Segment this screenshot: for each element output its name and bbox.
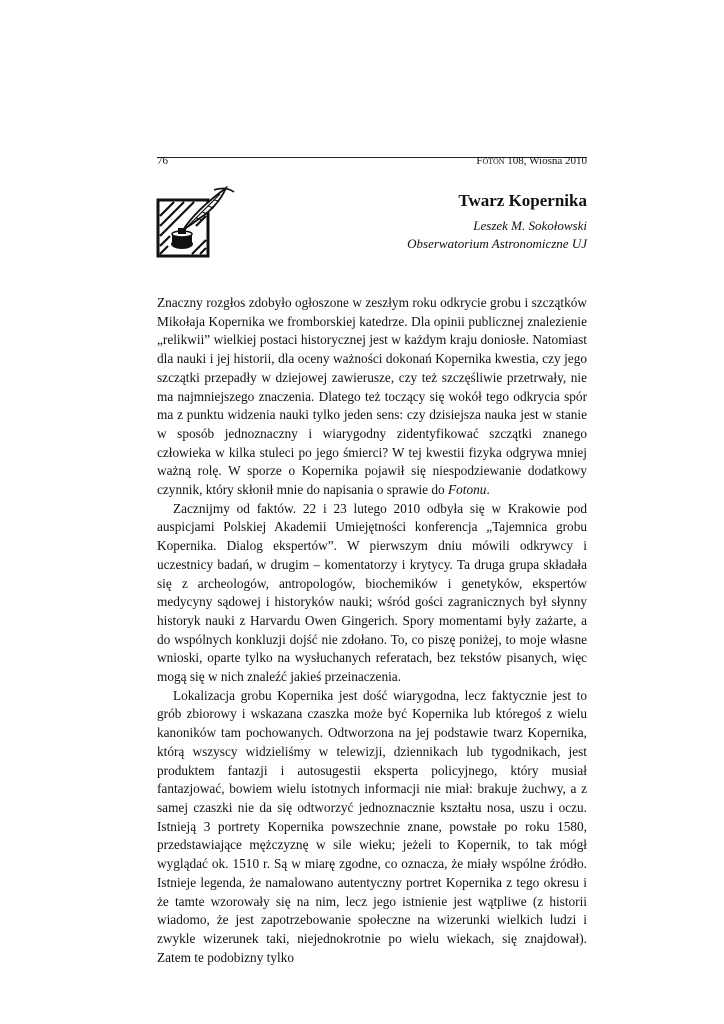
paragraph-1-text: Znaczny rozgłos zdobyło ogłoszone w zeszłym roku odkrycie grobu i szczątków Mikołaja Kopernika we fromborskiej katedrze. Dla opinii publicznej znalezienie „relikwii” wielkiej postaci historycznej jest w każdym kraju doniosłe. Natomiast dla nauki i jej historii, dla oceny ważności dokonań Kopernika kwestia, czy jego szczątki przepadły w dziejowej zawierusze, czy też szczęśliwie przetrwały, nie ma najmniejszego znaczenia. Dlatego też toczący się wokół tego odkrycia spór ma z punktu widzenia nauki tylko jeden sens: czy dzisiejsza nauka jest w stanie w sposób jednoznaczny i wiarygodny zidentyfikować szczątki znanego człowieka w kilka stuleci po jego śmierci? W tej kwestii fizyka odgrywa mniej ważną rolę. W sporze o Kopernika pojawił się niespodziewanie dodatkowy czynnik, który skłonił mnie do napisania o sprawie do (157, 295, 587, 498)
journal-name: Foton (476, 155, 505, 167)
article-affiliation: Obserwatorium Astronomiczne UJ (407, 236, 587, 251)
journal-reference: Fotonu (448, 482, 487, 498)
paragraph-1 (157, 294, 587, 500)
article-body (157, 294, 587, 967)
journal-info (476, 155, 587, 168)
paragraph-1-end: . (486, 482, 490, 498)
page-number: 76 (157, 155, 168, 167)
paragraph-3: Lokalizacja grobu Kopernika jest dość wiarygodna, lecz faktycznie jest to grób zbiorowy i wskazana czaszka może być Kopernika lub któregoś z wielu kanoników tam pochowanych. Odtworzona na jej podstawie twarz Kopernika, którą wszyscy widzieliśmy w telewizji, dziennikach lub tygodnikach, jest produktem fantazji i autosugestii eksperta policyjnego, który musiał fantazjować, bowiem wielu istotnych informacji nie miał: brakuje żuchwy, a z samej czaszki nie da się odtworzyć jednoznacznie kształtu nosa, uszu i oczu. Istnieją 3 portrety Kopernika powszechnie znane, powstałe po roku 1580, przedstawiające mężczyznę w sile wieku; jeżeli to Kopernik, to tak mógł wyglądać ok. 1510 r. Są w miarę zgodne, co oznacza, że miały wspólne źródło. Istnieje legenda, że namalowano autentyczny portret Kopernika z tego okresu i że tamte wzorowały się na nim, lecz jego istnienie jest wątpliwe (z historii wiadomo, że jest zapotrzebowanie społeczne na wizerunki wielkich ludzi i zwykle wizerunek taki, niejednokrotnie po wielu wiekach, się znajdował). Zatem te podobizny tylko (157, 687, 587, 965)
article-title: Twarz Kopernika (458, 191, 587, 210)
running-header (157, 155, 587, 167)
journal-issue: 108, Wiosna 2010 (507, 155, 587, 167)
article-author: Leszek M. Sokołowski (473, 218, 587, 233)
quill-and-inkwell-icon (156, 186, 236, 262)
paragraph-2: Zacznijmy od faktów. 22 i 23 lutego 2010 odbyła się w Krakowie pod auspicjami Polskiej Akademii Umiejętności konferencja „Tajemnica grobu Kopernika. Dialog ekspertów”. W pierwszym dniu mówili odkrywcy i uczestnicy badań, w drugim – komentatorzy i krytycy. Ta druga grupa składała się z archeologów, antropologów, biochemików i genetyków, ekspertów medycyny sądowej i historyków nauki; wśród gości zagranicznych był słynny historyk nauki z Harvardu Owen Gingerich. Spory momentami były zażarte, a do wspólnych konkluzji dojść nie zdołano. To, co piszę poniżej, to moje własne wnioski, oparte tylko na wysłuchanych referatach, bez tekstów pisanych, więc mogą się w nich znaleźć jakieś przeinaczenia. (157, 500, 587, 685)
article-heading (257, 190, 587, 253)
